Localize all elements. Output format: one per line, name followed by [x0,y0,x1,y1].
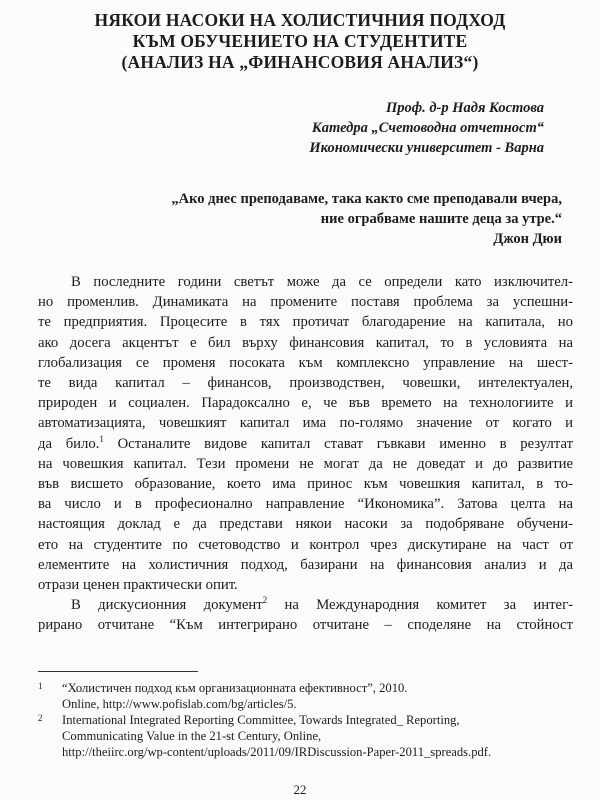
body-text [38,272,573,636]
epigraph [171,189,562,249]
footnote-line: International Integrated Reporting Committee, Towards Integrated_ Reporting, [62,713,460,727]
title-line: КЪМ ОБУЧЕНИЕТО НА СТУДЕНТИТЕ [132,31,468,51]
footnote-number: 2 [38,713,43,723]
footnote-number: 1 [38,681,43,691]
text-line [38,595,573,615]
footnote-link[interactable]: Online, http://www.pofislab.com/bg/articles/5. [62,697,297,711]
epigraph-line: „Ако днес преподаваме, така както сме преподавали вчера, [171,191,562,207]
epigraph-line: ние ограбваме нашите деца за утре.“ [320,211,562,227]
text-line: те вида капитал – финансов, производствен, човешки, интелектуален, [38,375,573,392]
title-line: НЯКОИ НАСОКИ НА ХОЛИСТИЧНИЯ ПОДХОД [94,10,506,30]
author-department: Катедра „Счетоводна отчетност“ [311,120,544,136]
text-line: природен и социален. Парадоксално е, че във времето на технологиите и [38,395,573,412]
author-name: Проф. д-р Надя Костова [385,100,544,116]
footnote-divider [38,671,198,672]
text-line: В последните години светът може да се определи като изключител- [71,274,573,290]
footnote [38,680,593,712]
text-line: ва число и в професионално направление “Икономика”. Затова целта на [38,496,573,513]
footnote-ref[interactable]: 2 [262,595,268,606]
title-line: (АНАЛИЗ НА „ФИНАНСОВИЯ АНАЛИЗ“) [121,52,479,72]
text-line: глобализация се променя посоката към комплексно управление на шест- [38,354,573,371]
paper-title [30,10,570,73]
text-line: но променлив. Динамиката на промените поставя проблема за успешни- [38,294,573,311]
text-line: те предприятия. Процесите в тях протичат благодарение на капитала, но [38,314,573,331]
author-university: Икономически университет - Варна [309,140,544,156]
page-number: 22 [293,782,307,797]
text-line: ето на студентите по счетоводство и контрол чрез дискутиране на част от [38,536,573,553]
text-line: ако досега акцентът е бил върху финансовия капитал, то в условията на [38,334,573,351]
footnote-body [62,680,407,712]
text-line: на човешкия капитал. Тези промени не могат да не доведат и до развитие [38,455,573,472]
text-line [38,434,573,454]
footnote [38,712,593,760]
text-segment: на Международния комитет за интег- [267,597,573,614]
text-segment: Останалите видове капитал стават гъвкави именно в резултат [103,435,573,452]
text-segment: да било. [38,435,100,452]
footnotes [38,680,593,760]
footnote-link[interactable]: http://theiirc.org/wp-content/uploads/2011/09/IRDiscussion-Paper-2011_spreads.pdf. [62,745,492,759]
footnote-line: Communicating Value in the 21-st Century, Online, [62,729,322,743]
footnote-body [62,712,491,760]
author-block [309,98,544,158]
footnote-ref[interactable]: 1 [99,433,104,444]
text-segment: В дискусионния документ [71,597,263,614]
text-line: във висшето образование, което има принос към човешкия капитал, в то- [38,476,573,493]
text-line: рирано отчитане “Към интегрирано отчитане – споделяне на стойност [38,617,573,634]
text-line: автоматизацията, човешкият капитал има по-голямо значение от когато и [38,415,573,432]
text-line: отрази ценен практически опит. [38,577,238,594]
text-line: елементите на холистичния подход, базирани на финансовия анализ и да [38,556,573,573]
footnote-line: “Холистичен подход към организационната ефективност”, 2010. [62,681,408,695]
epigraph-attribution: Джон Дюи [493,231,562,247]
text-line: настоящия доклад е да представи някои насоки за подобряване обучени- [38,516,573,533]
